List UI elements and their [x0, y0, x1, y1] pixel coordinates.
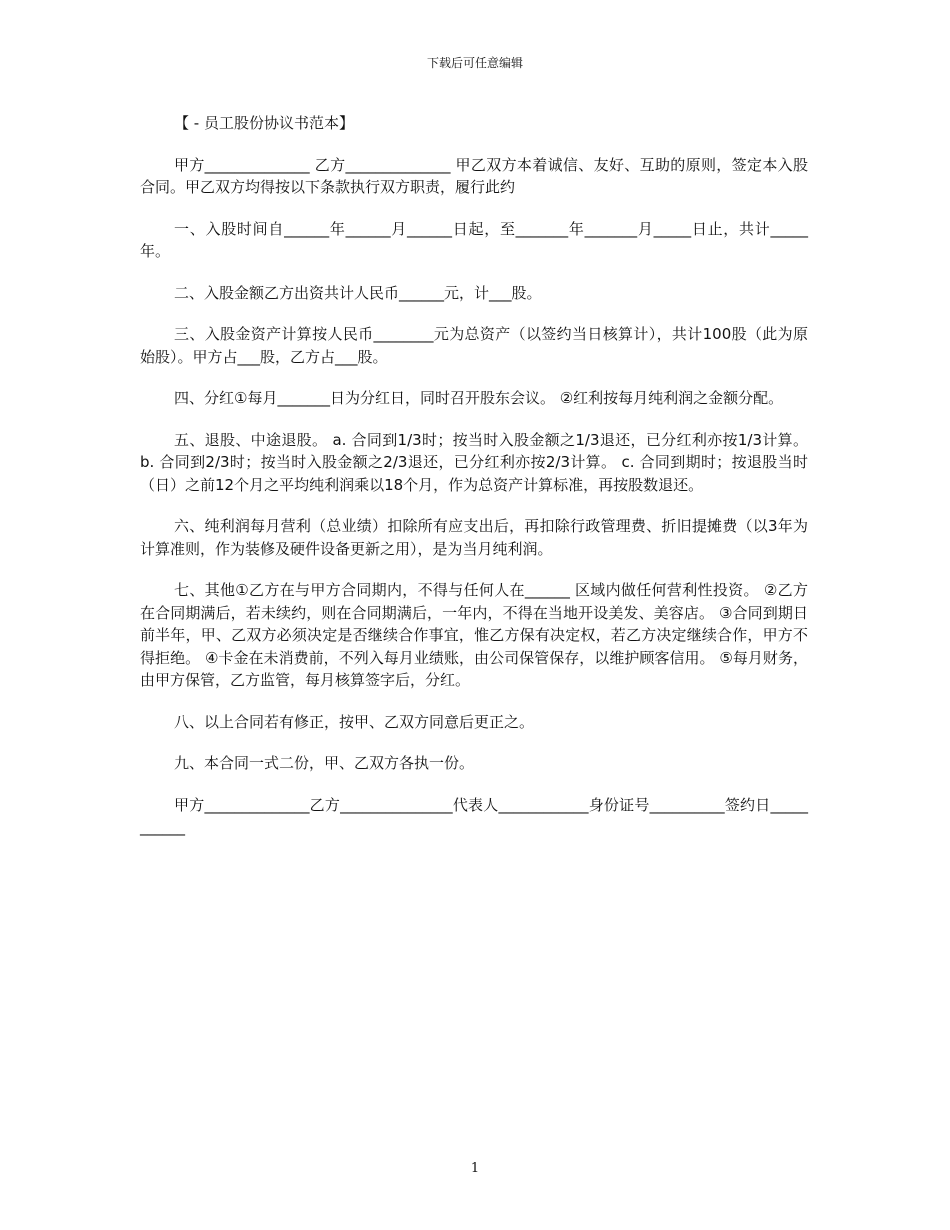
paragraph-preamble: 甲方______________ 乙方______________ 甲乙双方本着诚信、友好、互助的原则，签定本入股合同。甲乙双方均得按以下条款执行双方职责，履行此约 [140, 155, 808, 196]
page-header: 下载后可任意编辑 [426, 56, 523, 70]
clause-7-other: 七、其他①乙方在与甲方合同期内，不得与任何人在______ 区域内做任何营利性投资。 ②乙方在合同期满后，若未续约，则在合同期满后，一年内，不得在当地开设美发、美容店。 ③合同到期日前半年，甲、乙双方必须决定是否继续合作事宜，惟乙方保有决定权，若乙方决定继续合作，甲方不得拒绝。 ④卡金在未消费前，不列入每月业绩账，由公司保管保存，以维护顾客信用。 ⑤每月财务，由甲方保管，乙方监管，每月核算签字后，分红。 [140, 581, 808, 689]
clause-4-dividends: 四、分红①每月_______日为分红日，同时召开股东会议。 ②红利按每月纯利润之金额分配。 [174, 389, 784, 407]
clause-1-period: 一、入股时间自______年______月______日起，至_______年_______月_____日止，共计_____年。 [140, 219, 808, 260]
clause-5-withdrawal: 五、退股、中途退股。 a. 合同到1/3时；按当时入股金额之1/3退还，已分红利亦按1/3计算。 b. 合同到2/3时；按当时入股金额之2/3退还，已分红利亦按2/3计算。 c. 合同到期时；按退股当时（日）之前12个月之平均纯利润乘以18个月，作为总资产计算标准，再按股数退还。 [140, 430, 808, 494]
clause-2-amount: 二、入股金额乙方出资共计人民币______元，计___股。 [174, 283, 542, 302]
clause-6-net-profit: 六、纯利润每月营利（总业绩）扣除所有应支出后，再扣除行政管理费、折旧提摊费（以3年为计算准则，作为装修及硬件设备更新之用），是为当月纯利润。 [140, 517, 808, 558]
clause-8-amendment: 八、以上合同若有修正，按甲、乙双方同意后更正之。 [174, 712, 535, 731]
page-number: 1 [470, 1161, 480, 1176]
clause-3-assets: 三、入股金资产计算按人民币________元为总资产（以签约当日核算计），共计100股（此为原始股）。甲方占___股，乙方占___股。 [140, 325, 808, 366]
document-title: 【 - 员工股份协议书范本】 [174, 114, 354, 132]
document-body [140, 112, 808, 858]
signature-line: 甲方______________乙方_______________代表人____________身份证号__________签约日___________ [140, 795, 808, 836]
clause-9-copies: 九、本合同一式二份，甲、乙双方各执一份。 [174, 754, 475, 772]
